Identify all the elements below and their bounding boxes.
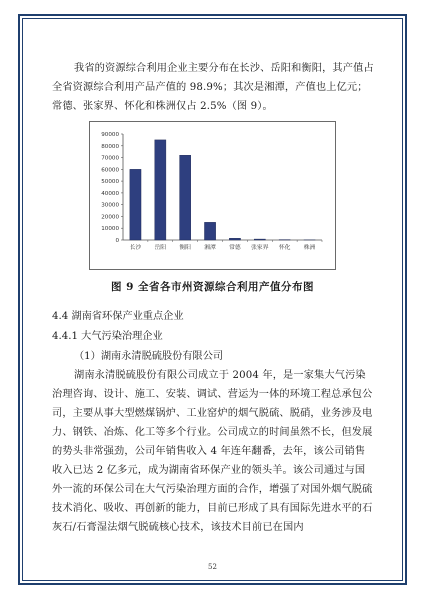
y-tick-label: 0 [115,238,119,244]
bar-chart-svg [90,122,335,269]
bar [180,155,191,240]
x-tick-label: 株洲 [303,245,316,251]
x-tick-label: 张家界 [251,245,269,251]
y-tick-label: 50000 [101,179,119,186]
page-number: 52 [208,563,217,571]
x-tick-label: 常德 [229,245,241,251]
bar [229,238,240,240]
y-tick-label: 10000 [101,226,119,233]
x-tick-label: 湘潭 [204,245,216,251]
x-tick-label: 长沙 [129,245,142,251]
y-tick-label: 40000 [101,190,119,197]
company-paragraph: 湖南永清脱硫股份有限公司成立于 2004 年，是一家集大气污染治理咨询、设计、施工、安装、调试、营运为一体的环境工程总承包公司，主要从事大型燃煤锅炉、工业窑炉的烟气脱硫、脱硝，业务涉及电力、钢铁、冶炼、化工等多个行业。公司成立的时间虽然不长，但发展的势头非常强劲，公司年销售收入 4 年连年翻番，去年，该公司销售收入已达 2 亿多元，成为湖南省环保产业的领头羊。该公司通过与国外一流的环保公司在大气污染治理方面的合作，增强了对国外烟气脱硫技术消化、吸收、再创新的能力，目前已形成了具有国际先进水平的石灰石/石膏湿法烟气脱硫核心技术，该技术目前已在国内 [52,370,373,533]
y-tick-label: 30000 [101,202,119,209]
x-tick-label: 岳阳 [154,245,167,251]
bar [155,140,166,240]
y-tick-label: 60000 [101,167,119,174]
y-tick-label: 20000 [101,214,119,221]
figure-caption: 图 9 全省各市州资源综合利用产值分布图 [110,281,315,293]
section-heading: 4.4 湖南省环保产业重点企业 [52,311,184,322]
bar [204,222,215,240]
company-heading: （1）湖南永清脱硫股份有限公司 [74,351,224,362]
y-tick-label: 90000 [101,132,119,138]
subsection-heading: 4.4.1 大气污染治理企业 [52,331,163,342]
y-tick-label: 80000 [101,143,119,150]
x-tick-label: 怀化 [278,245,291,251]
intro-paragraph: 我省的资源综合利用企业主要分布在长沙、岳阳和衡阳，其产值占全省资源综合利用产品产值的 98.9%；其次是湘潭，产值也上亿元；常德、张家界、怀化和株洲仅占 2.5%（图 9）。 [52,63,374,112]
bar [130,169,141,240]
bar-chart [89,121,336,270]
x-tick-label: 衡阳 [179,245,191,251]
bar [254,239,265,240]
y-tick-label: 70000 [101,155,119,162]
